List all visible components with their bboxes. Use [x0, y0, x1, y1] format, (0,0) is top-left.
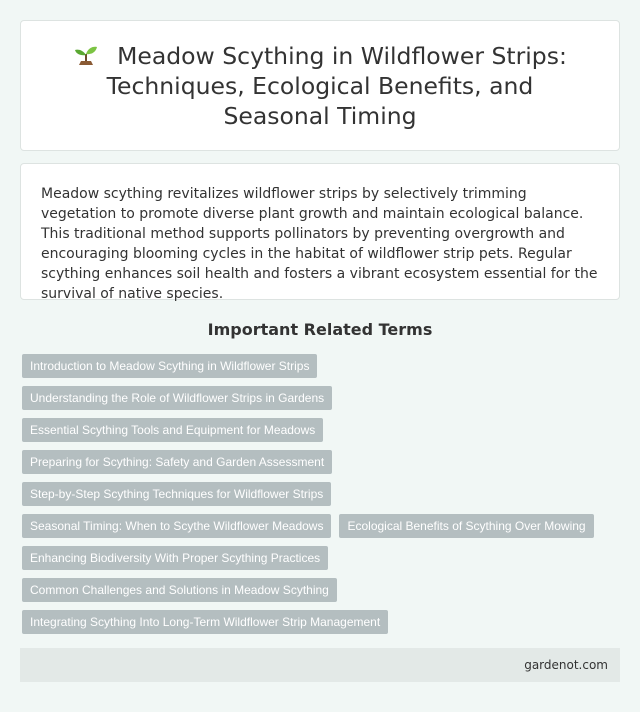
related-terms-heading: Important Related Terms	[207, 320, 433, 339]
title-card	[20, 20, 620, 151]
related-term-tag[interactable]: Integrating Scything Into Long-Term Wildflower Strip Management	[22, 610, 388, 634]
related-terms-list	[22, 354, 618, 634]
sprout-icon	[73, 42, 99, 66]
related-term-tag[interactable]: Common Challenges and Solutions in Meadow Scything	[22, 578, 337, 602]
related-term-tag[interactable]: Ecological Benefits of Scything Over Mowing	[339, 514, 593, 538]
summary-card	[20, 163, 620, 300]
related-term-tag[interactable]: Seasonal Timing: When to Scythe Wildflower Meadows	[22, 514, 331, 538]
related-term-tag[interactable]: Preparing for Scything: Safety and Garden Assessment	[22, 450, 332, 474]
page-title	[61, 41, 579, 131]
footer	[20, 648, 620, 682]
related-term-tag[interactable]: Understanding the Role of Wildflower Strips in Gardens	[22, 386, 332, 410]
related-term-tag[interactable]: Enhancing Biodiversity With Proper Scything Practices	[22, 546, 328, 570]
related-term-tag[interactable]: Step-by-Step Scything Techniques for Wildflower Strips	[22, 482, 331, 506]
related-term-tag[interactable]: Introduction to Meadow Scything in Wildflower Strips	[22, 354, 317, 378]
related-term-tag[interactable]: Essential Scything Tools and Equipment for Meadows	[22, 418, 323, 442]
page-title-text: Meadow Scything in Wildflower Strips: Techniques, Ecological Benefits, and Seasonal Timing	[106, 41, 567, 130]
footer-site[interactable]: gardenot.com	[524, 658, 608, 672]
summary-text: Meadow scything revitalizes wildflower strips by selectively trimming vegetation to promote diverse plant growth and maintain ecological balance. This traditional method supports pollinators by preventing overgrowth and encouraging blooming cycles in the habitat of wildflower strip pets. Regular scything enhances soil health and fosters a vibrant ecosystem essential for the survival of native species.	[41, 186, 598, 302]
